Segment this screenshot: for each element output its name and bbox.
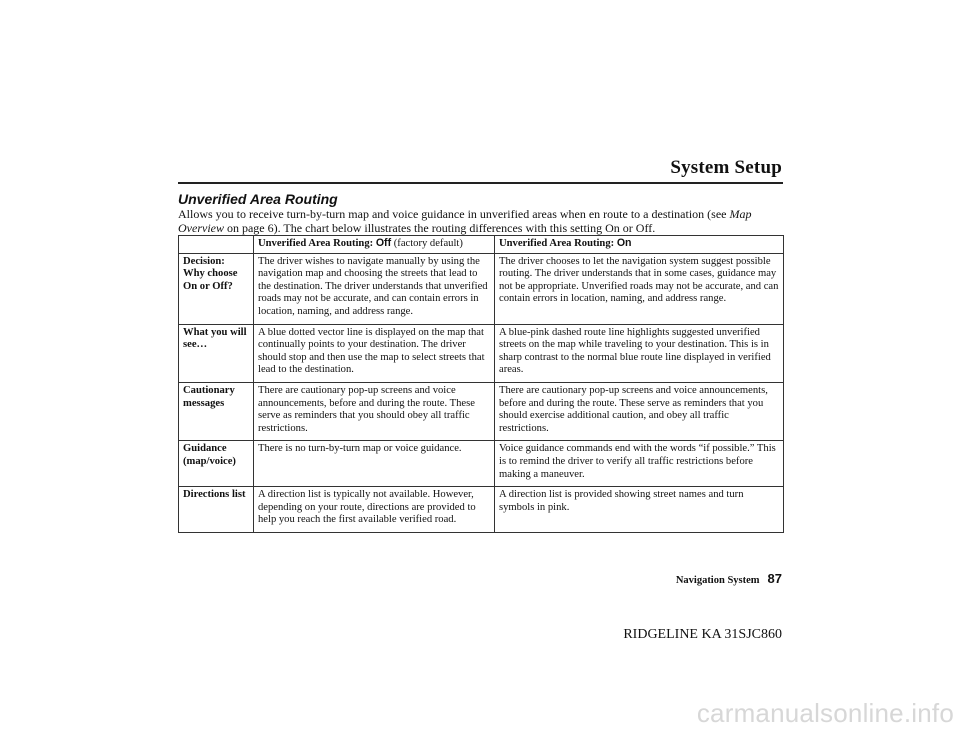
row-label: Directions list (179, 487, 254, 533)
on-cell: Voice guidance commands end with the words “if possible.” This is to remind the driver to verify all traffic restrictions before making a maneuver. (495, 441, 784, 487)
off-cell: A direction list is typically not available. However, depending on your route, directions are provided to help you reach the first available verified road. (254, 487, 495, 533)
row-label: Cautionary messages (179, 382, 254, 440)
book-title: Navigation System (675, 575, 760, 586)
table-row (179, 382, 784, 440)
off-setting-value: Off (375, 237, 392, 249)
on-cell: The driver chooses to let the navigation system suggest possible routing. The driver understands that in some cases, guidance may not be appropriate. Unverified roads may not be accurate, and can contain errors in location, naming, and address range. (495, 253, 784, 324)
table-header-row (179, 236, 784, 254)
model-code: RIDGELINE KA 31SJC860 (623, 627, 782, 642)
intro-paragraph (178, 207, 783, 235)
site-watermark: carmanualsonline.info (696, 698, 954, 728)
row-label: Guidance (map/voice) (179, 441, 254, 487)
column-on-label: Unverified Area Routing: (499, 238, 617, 249)
routing-comparison-table (178, 235, 784, 533)
row-label: Decision: Why choose On or Off? (179, 253, 254, 324)
table-row (179, 441, 784, 487)
row-label: What you will see… (179, 324, 254, 382)
on-cell: A direction list is provided showing street names and turn symbols in pink. (495, 487, 784, 533)
table-row (179, 253, 784, 324)
off-cell: There are cautionary pop-up screens and voice announcements, before and during the route. These serve as reminders that you should obey all traffic restrictions. (254, 382, 495, 440)
off-cell: A blue dotted vector line is displayed on the map that continually points to your destination. The driver should stop and then use the map to select streets that lead to the destination. (254, 324, 495, 382)
on-cell: A blue-pink dashed route line highlights suggested unverified streets on the map while traveling to your destination. This is in sharp contrast to the normal blue route line displayed in verified areas. (495, 324, 784, 382)
header-divider (178, 182, 783, 184)
table-row (179, 487, 784, 533)
column-header-on (495, 236, 784, 254)
column-header-off (254, 236, 495, 254)
factory-default-note: (factory default) (391, 238, 463, 249)
page-number: 87 (767, 571, 782, 586)
off-cell: The driver wishes to navigate manually by using the navigation map and choosing the streets that lead to the destination. The driver understands that unverified roads may not be accurate, and can contain errors in location, naming, and address range. (254, 253, 495, 324)
intro-text-end: on page 6). The chart below illustrates the routing differences with this setting On or Off. (223, 221, 656, 235)
on-setting-value: On (616, 237, 632, 249)
section-heading: Unverified Area Routing (178, 191, 338, 207)
empty-corner-cell (179, 236, 254, 254)
off-cell: There is no turn-by-turn map or voice guidance. (254, 441, 495, 487)
on-cell: There are cautionary pop-up screens and voice announcements, before and during the route. These serve as reminders that you should exercise additional caution, and obey all traffic restrictions. (495, 382, 784, 440)
page-footer (676, 571, 782, 586)
map-overview-reference: Map Overview (178, 207, 752, 235)
page-title: System Setup (670, 157, 782, 178)
column-off-label: Unverified Area Routing: (258, 238, 376, 249)
table-row (179, 324, 784, 382)
intro-text-start: Allows you to receive turn-by-turn map and voice guidance in unverified areas when en route to a destination (see (178, 207, 730, 221)
